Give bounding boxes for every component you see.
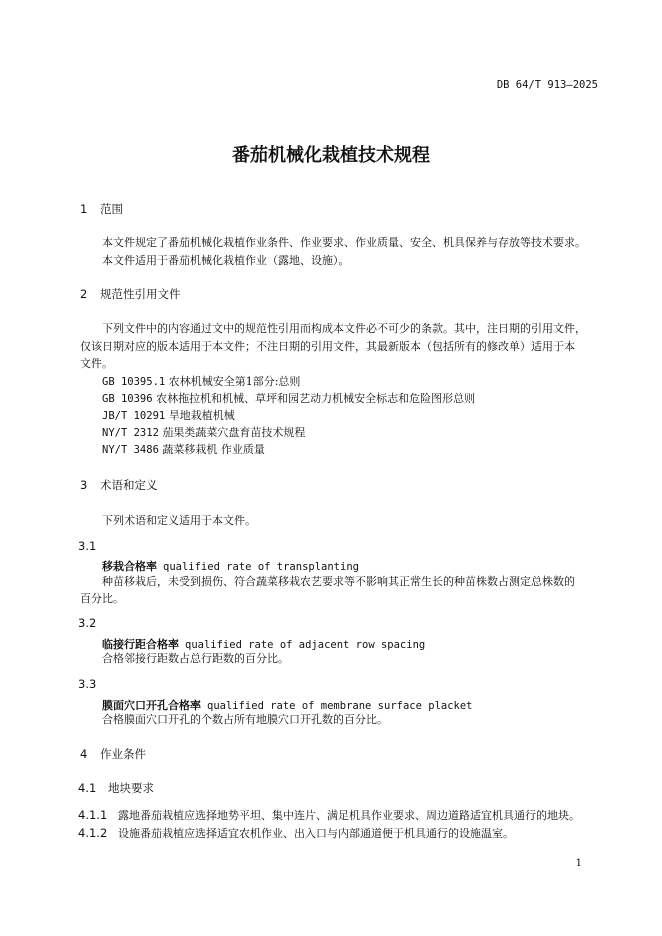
term-definition-line: 百分比。 <box>80 592 124 605</box>
term-definition-line: 合格膜面穴口开孔的个数占所有地膜穴口开孔数的百分比。 <box>102 713 388 726</box>
reference-title: 农林拖拉机和机械、草坪和园艺动力机械安全标志和危险图形总则 <box>156 392 476 405</box>
term-name <box>102 555 359 574</box>
term-cn: 膜面穴口开孔合格率 <box>102 699 201 712</box>
reference-title: 茄果类蔬菜穴盘育苗技术规程 <box>162 426 306 439</box>
reference-title: 旱地栽植机械 <box>168 409 235 422</box>
paragraph-line: 文件。 <box>80 357 113 370</box>
term-en: qualified rate of adjacent row spacing <box>185 639 426 651</box>
section-title: 规范性引用文件 <box>100 287 181 301</box>
standard-number: DB 64/T 913—2025 <box>496 79 598 91</box>
reference-item <box>102 441 265 457</box>
clause-item <box>78 807 580 823</box>
page-number: 1 <box>575 858 582 869</box>
section-title: 作业条件 <box>100 747 146 761</box>
section-title: 范围 <box>100 202 123 216</box>
paragraph: 本文件规定了番茄机械化栽植作业条件、作业要求、作业质量、安全、机具保养与存放等技术要求。 <box>102 236 586 249</box>
section-4-heading <box>80 746 146 762</box>
paragraph-line: 仅该日期对应的版本适用于本文件；不注日期的引用文件，其最新版本（包括所有的修改单）适用于本 <box>80 340 575 353</box>
reference-item <box>102 424 305 440</box>
clause-number: 4.1.2 <box>78 826 108 840</box>
term-number: 3.3 <box>78 677 97 691</box>
section-number: 1 <box>80 202 88 216</box>
clause-item <box>78 825 514 841</box>
reference-code: GB 10395.1 <box>102 376 166 388</box>
term-cn: 临接行距合格率 <box>102 638 179 651</box>
reference-item <box>102 373 300 389</box>
section-2-heading <box>80 286 181 302</box>
term-definition-line: 种苗移栽后，未受到损伤、符合蔬菜移栽农艺要求等不影响其正常生长的种苗株数占测定总株数的 <box>102 575 575 588</box>
reference-item <box>102 390 475 406</box>
reference-code: NY/T 2312 <box>102 427 159 439</box>
clause-text: 设施番茄栽植应选择适宜农机作业、出入口与内部通道便于机具通行的设施温室。 <box>118 827 514 840</box>
clause-text: 露地番茄栽植应选择地势平坦、集中连片、满足机具作业要求、周边道路适宜机具通行的地块。 <box>118 809 580 822</box>
subsection-4-1-heading <box>78 780 154 796</box>
section-1-heading <box>80 201 123 217</box>
term-number: 3.1 <box>78 539 97 553</box>
reference-item <box>102 407 235 423</box>
term-cn: 移栽合格率 <box>102 560 157 573</box>
reference-code: GB 10396 <box>102 393 153 405</box>
term-en: qualified rate of transplanting <box>163 561 359 573</box>
document-title: 番茄机械化栽植技术规程 <box>232 145 430 166</box>
paragraph-line: 下列文件中的内容通过文中的规范性引用而构成本文件必不可少的条款。其中，注日期的引用文件， <box>102 322 586 335</box>
reference-title: 农林机械安全第1部分:总则 <box>168 375 301 388</box>
section-number: 4 <box>80 747 88 761</box>
reference-title: 蔬菜移栽机 作业质量 <box>162 443 265 456</box>
section-title: 术语和定义 <box>100 478 158 492</box>
section-3-heading <box>80 477 158 493</box>
subsection-number: 4.1 <box>78 781 97 795</box>
term-definition-line: 合格邻接行距数占总行距数的百分比。 <box>102 652 289 665</box>
term-number: 3.2 <box>78 616 97 630</box>
paragraph: 本文件适用于番茄机械化栽植作业（露地、设施）。 <box>102 254 350 267</box>
paragraph: 下列术语和定义适用于本文件。 <box>102 514 256 527</box>
clause-number: 4.1.1 <box>78 808 108 822</box>
term-en: qualified rate of membrane surface placket <box>207 700 473 712</box>
section-number: 3 <box>80 478 88 492</box>
reference-code: JB/T 10291 <box>102 410 166 422</box>
subsection-title: 地块要求 <box>108 781 154 795</box>
reference-code: NY/T 3486 <box>102 444 159 456</box>
section-number: 2 <box>80 287 88 301</box>
